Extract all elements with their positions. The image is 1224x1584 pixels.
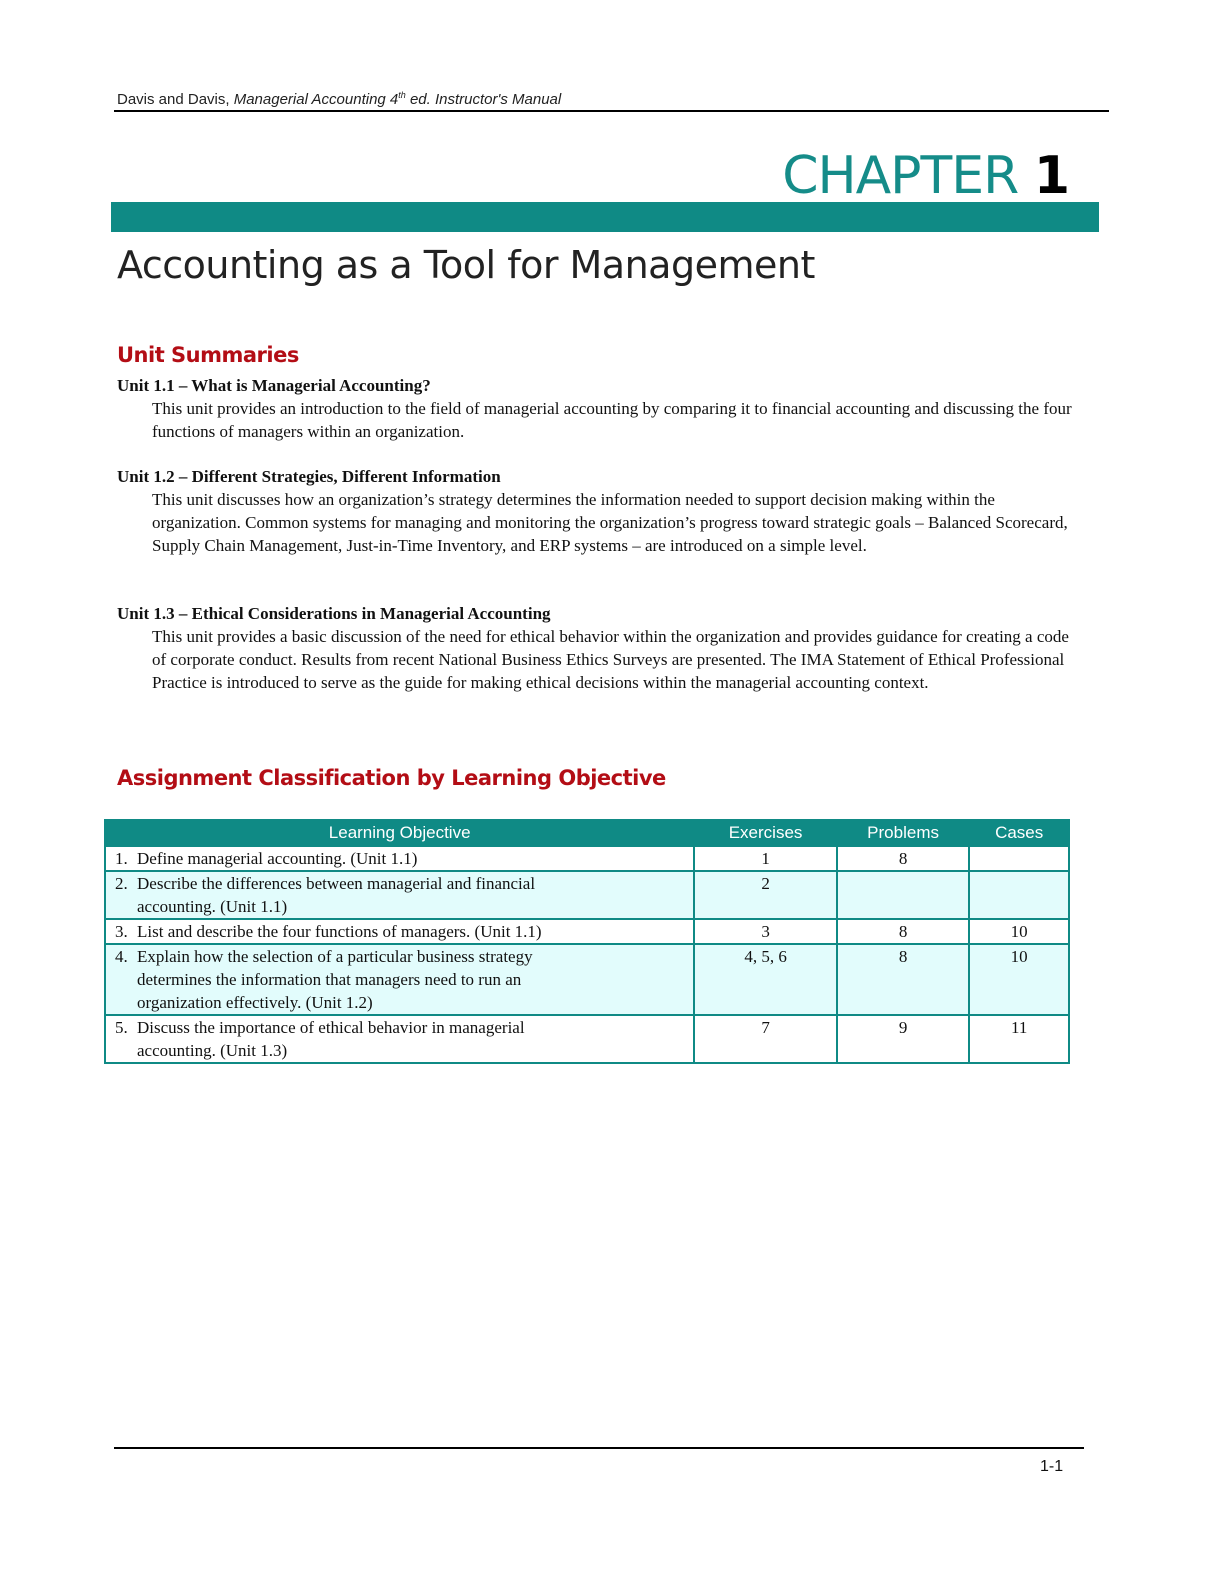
objective-cell: 3. List and describe the four functions of managers. (Unit 1.1) bbox=[105, 919, 694, 944]
cases-cell bbox=[969, 846, 1069, 871]
chapter-label: CHAPTER 1 bbox=[782, 146, 1069, 206]
running-header bbox=[117, 90, 561, 108]
table-row bbox=[105, 846, 1069, 871]
cases-cell bbox=[969, 871, 1069, 919]
exercises-cell: 7 bbox=[694, 1015, 836, 1063]
header-book-title: Managerial Accounting 4th ed. Instructor's Manual bbox=[233, 90, 562, 108]
unit-summary-1-2 bbox=[117, 466, 1077, 557]
problems-cell: 8 bbox=[837, 944, 970, 1015]
objective-cell: 2. Describe the differences between managerial and financial accounting. (Unit 1.1) bbox=[105, 871, 694, 919]
table-row bbox=[105, 919, 1069, 944]
header-divider bbox=[114, 110, 1109, 112]
table-row bbox=[105, 1015, 1069, 1063]
unit-body: This unit provides a basic discussion of the need for ethical behavior within the organization and provides guidance for creating a code of corporate conduct. Results from recent National Business Ethics Surveys are presented. The IMA Statement of Ethical Professional Practice is introduced to serve as the guide for making ethical decisions within the managerial accounting context. bbox=[152, 627, 1069, 692]
unit-title: Unit 1.1 – What is Managerial Accounting? bbox=[117, 376, 431, 395]
unit-summaries-heading: Unit Summaries bbox=[117, 343, 299, 367]
objective-cell: 4. Explain how the selection of a particular business strategy determines the information that managers need to run an organization effectively. (Unit 1.2) bbox=[105, 944, 694, 1015]
cases-cell: 10 bbox=[969, 944, 1069, 1015]
column-header-cases: Cases bbox=[969, 820, 1069, 846]
table-header-row bbox=[105, 820, 1069, 846]
exercises-cell: 2 bbox=[694, 871, 836, 919]
unit-body: This unit discusses how an organization’s strategy determines the information needed to support decision making within the organization. Common systems for managing and monitoring the organization’s progress toward strategic goals – Balanced Scorecard, Supply Chain Management, Just-in-Time Inventory, and ERP systems – are introduced on a simple level. bbox=[152, 490, 1068, 555]
unit-summary-1-1 bbox=[117, 375, 1077, 443]
problems-cell: 9 bbox=[837, 1015, 970, 1063]
table-row bbox=[105, 944, 1069, 1015]
unit-summary-1-3 bbox=[117, 603, 1077, 694]
exercises-cell: 1 bbox=[694, 846, 836, 871]
problems-cell: 8 bbox=[837, 846, 970, 871]
page-number: 1-1 bbox=[1040, 1458, 1064, 1475]
table-row bbox=[105, 871, 1069, 919]
header-authors: Davis and Davis, bbox=[117, 91, 230, 108]
column-header-learning-objective: Learning Objective bbox=[105, 820, 694, 846]
column-header-problems: Problems bbox=[837, 820, 970, 846]
problems-cell bbox=[837, 871, 970, 919]
problems-cell: 8 bbox=[837, 919, 970, 944]
chapter-title: Accounting as a Tool for Management bbox=[117, 243, 815, 287]
assignment-classification-heading: Assignment Classification by Learning Objective bbox=[117, 766, 666, 790]
learning-objective-table bbox=[104, 819, 1070, 1064]
cases-cell: 10 bbox=[969, 919, 1069, 944]
cases-cell: 11 bbox=[969, 1015, 1069, 1063]
exercises-cell: 4, 5, 6 bbox=[694, 944, 836, 1015]
column-header-exercises: Exercises bbox=[694, 820, 836, 846]
objective-cell: 1. Define managerial accounting. (Unit 1.1) bbox=[105, 846, 694, 871]
chapter-number: 1 bbox=[1033, 146, 1069, 206]
footer-divider bbox=[114, 1447, 1084, 1449]
objective-cell: 5. Discuss the importance of ethical behavior in managerial accounting. (Unit 1.3) bbox=[105, 1015, 694, 1063]
unit-body: This unit provides an introduction to the field of managerial accounting by comparing it to financial accounting and discussing the four functions of managers within an organization. bbox=[152, 399, 1072, 441]
chapter-banner-bar bbox=[111, 202, 1099, 232]
exercises-cell: 3 bbox=[694, 919, 836, 944]
unit-title: Unit 1.3 – Ethical Considerations in Managerial Accounting bbox=[117, 604, 551, 623]
unit-title: Unit 1.2 – Different Strategies, Different Information bbox=[117, 467, 501, 486]
